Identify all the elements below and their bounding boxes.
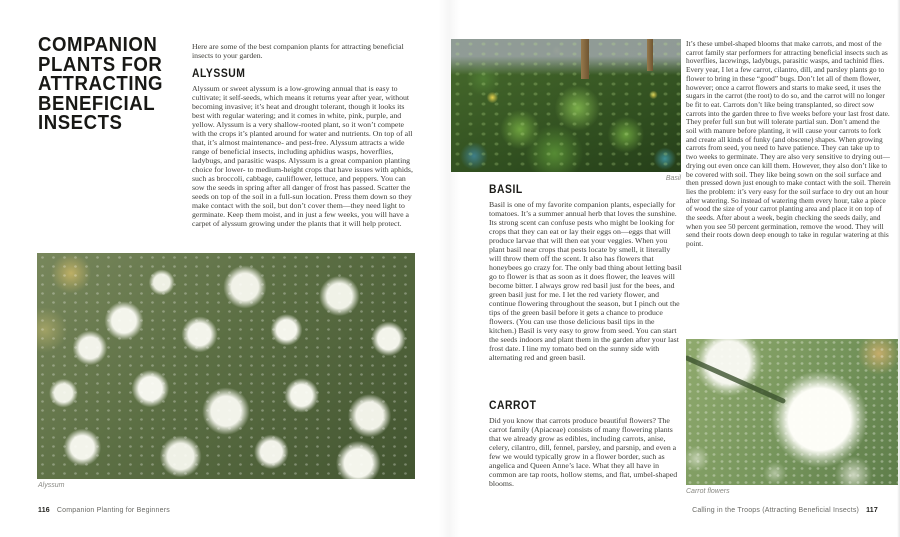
wooden-post — [647, 39, 653, 71]
basil-photo-caption: Basil — [665, 175, 681, 182]
alyssum-photo-caption: Alyssum — [38, 482, 65, 489]
page-title-line: ATTRACTING — [38, 73, 164, 96]
section-body-basil: Basil is one of my favorite companion plants, especially for tomatoes. It’s a summer annual herb that loves the sunshine. Its strong scent can confuse pests who might be looking for crops that they can eat or lay their eggs on—eggs that will produce larvae that will then eat your veggies. When you plant basil near crops that pests locate by smell, it literally will throw them off the scent. It also has flowers that honeybees go crazy for. The only bad thing about letting basil go to flower is that as soon as it does flower, the leaves will become bitter. I always grow red basil just for the bees, and green basil just for me. I let the red variety flower, and continue flowering throughout the season, but I pinch out the tips of the green basil before it gets a chance to produce flowers. (You can use those delicious basil tips in the kitchen.) Basil is very easy to grow from seed. You can start the seeds indoors and plant them in the garden after your last frost date. I line my tomato bed on the sunny side with alternating red and green basil. — [489, 200, 682, 362]
book-title: Companion Planting for Beginners — [56, 507, 170, 514]
footer-left — [38, 507, 170, 514]
chapter-title: Calling in the Troops (Attracting Beneficial Insects) — [692, 507, 860, 514]
alyssum-photo — [37, 253, 415, 479]
section-alyssum — [192, 68, 418, 228]
right-text-column — [686, 40, 891, 249]
intro-column — [192, 42, 418, 69]
page-title-line: INSECTS — [38, 112, 123, 135]
section-body-alyssum: Alyssum or sweet alyssum is a low-growing annual that is easy to cultivate; it self-seeds, which means it returns year after year, without becoming invasive; it’s heat and drought tolerant, though it looks its best with regular watering; and it comes in white, pink, purple, and yellow. Alyssum is a very shallow-rooted plant, so it won’t compete with the crops it’s planted around for water and nutrients. On top of all that, it’s almost maintenance- and pest-free. Alyssum attracts a wide range of beneficial insects, including aphidius wasps, hoverflies, ladybugs, and parasitic wasps. Alyssum is a great companion planting choice for lower- to medium-height crops that have issues with aphids, such as broccoli, cabbage, cauliflower, lettuce, and peppers. You can sow the seeds in spring after all danger of frost has passed. Scatter the seeds on top of the soil in a full-sun location. Press them down so they make contact with the soil, but don’t cover them—they need light to germinate. Keep them moist, and in just a few weeks, you will have a carpet of alyssum growing under the plants that it will help protect. — [192, 84, 413, 228]
page-number-left: 116 — [38, 507, 50, 514]
page-number-right: 117 — [866, 507, 878, 514]
page-title-line: COMPANION — [38, 34, 158, 56]
intro-paragraph: Here are some of the best companion plants for attracting beneficial insects to your garden. — [192, 42, 404, 60]
section-basil — [489, 184, 682, 362]
wooden-post — [581, 39, 589, 79]
carrot-flower-stem — [686, 355, 786, 404]
page-title-line: PLANTS FOR — [38, 53, 163, 76]
carrot-photo-caption: Carrot flowers — [686, 488, 730, 495]
carrot-flowers-photo — [686, 339, 898, 485]
footer-right — [692, 507, 878, 514]
section-heading-alyssum: ALYSSUM — [192, 68, 246, 80]
section-heading-basil: BASIL — [489, 184, 523, 196]
right-column-paragraph: It’s these umbel-shaped blooms that make carrots, and most of the carrot family star performers for attracting beneficial insects such as hoverflies, lacewings, ladybugs, parasitic wasps, and tachinid flies. Every year, I let a few carrot, cilantro, dill, and parsley plants go to flower to bring in these “good” bugs. Don’t let all of them flower, however; once a carrot flowers and starts to make seed, it uses the sugars in the carrot (the root) to do so, and the carrot will no longer be fit to eat. Carrots don’t like being transplanted, so direct sow carrots into the garden three to five weeks before your last frost date. They prefer full sun but will tolerate partial sun. Don’t amend the soil with manure before planting, it will cause your carrots to fork and create all kinds of funky (and obscene) shapes. When growing carrots from seed, you need to have patience. They can take up to two weeks to germinate. They are also very sensitive to drying out—drying out even once can kill them. However, they also don’t like to be covered with soil. They like being sown on the soil surface and then pressed down just enough to make contact with the soil. Therein lies the problem: it’s very easy for the soil surface to dry out an hour after watering. So instead of watering them every hour, take a piece of wood the size of your carrot planting area and place it on top of the seeds. After about a week, begin checking the seeds daily, and when you see 50 percent germination, remove the wood. They will send their roots down deep enough to take in regular watering at this point. — [686, 39, 891, 249]
section-heading-carrot: CARROT — [489, 400, 537, 412]
section-body-carrot: Did you know that carrots produce beautiful flowers? The carrot family (Apiaceae) consists of many flowering plants that we already grow as edibles, including carrots, anise, celery, cilantro, dill, fennel, parsley, and parsnip, and even a few we would typically grow in a flower border, such as angelica and Queen Anne’s lace. What they all have in common are tap roots, hollow stems, and flat, umbel-shaped blooms. — [489, 416, 678, 488]
basil-photo — [451, 39, 681, 172]
page-title-line: BENEFICIAL — [38, 92, 156, 115]
section-carrot — [489, 400, 682, 488]
page-title — [38, 36, 163, 134]
